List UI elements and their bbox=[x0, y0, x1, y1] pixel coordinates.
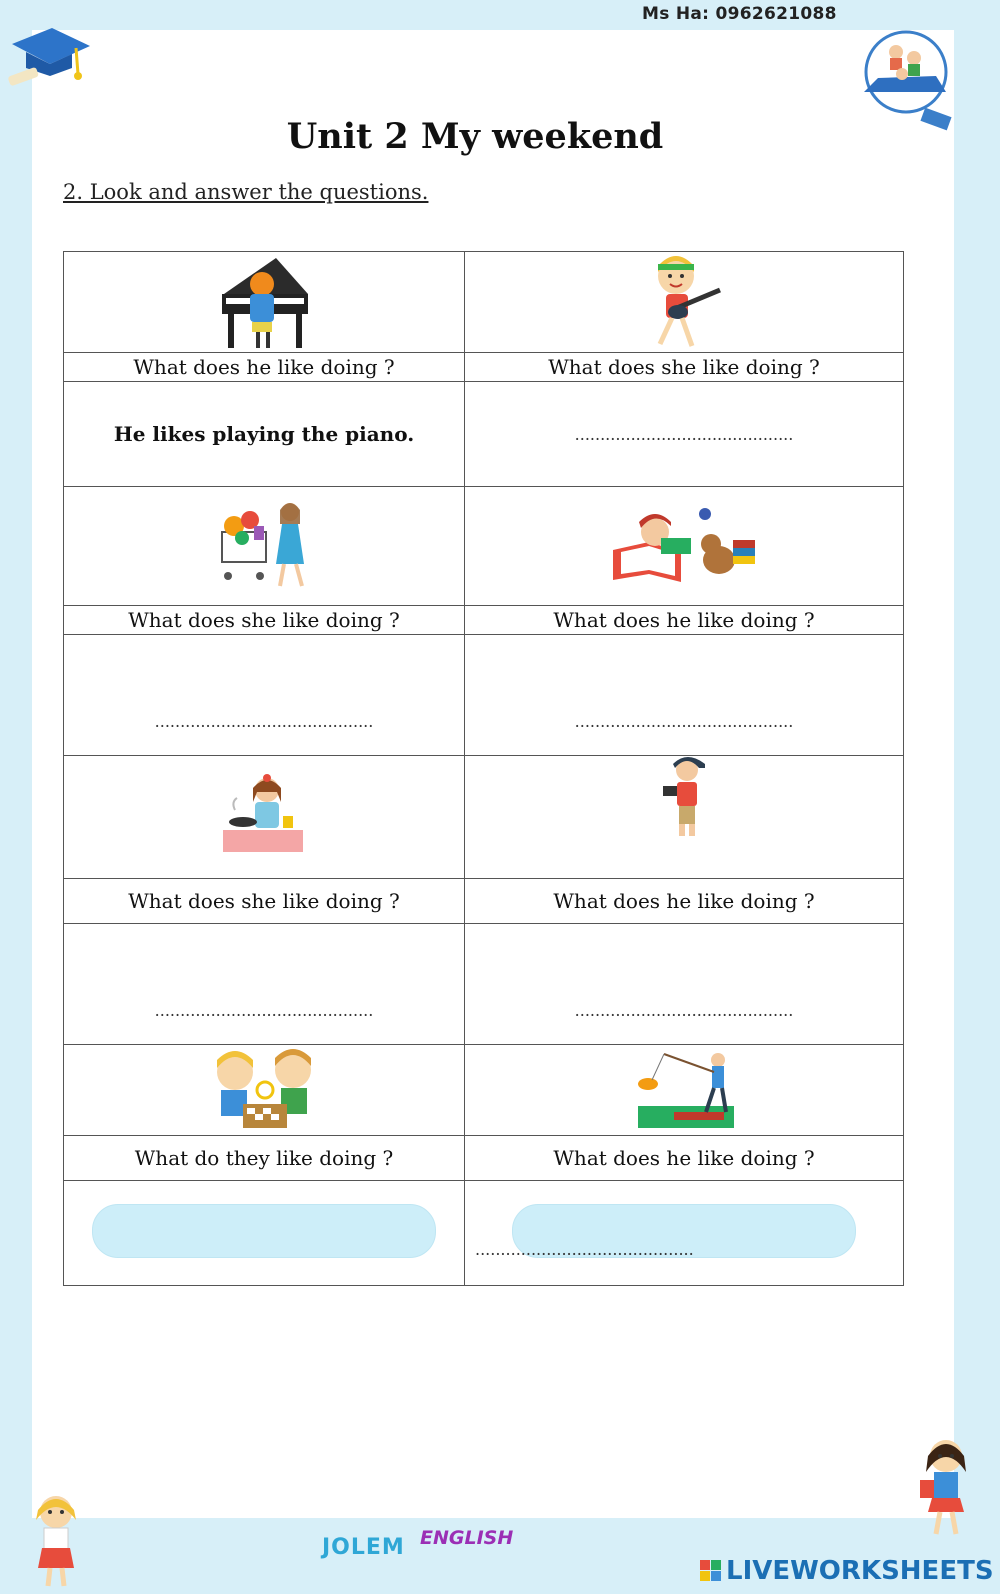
piano-boy-icon bbox=[216, 254, 312, 350]
answer-row bbox=[64, 635, 904, 756]
question-row bbox=[64, 606, 904, 635]
schoolgirl-icon bbox=[26, 1490, 86, 1590]
guitar-girl-icon bbox=[636, 252, 732, 352]
question-text: What does she like doing ? bbox=[64, 879, 465, 924]
reading-boy-icon bbox=[609, 504, 759, 588]
answer-field[interactable]: ........................................... bbox=[465, 635, 904, 756]
image-cell bbox=[64, 756, 465, 879]
instruction-text: 2. Look and answer the questions. bbox=[63, 180, 429, 204]
student-girl-icon bbox=[912, 1436, 982, 1540]
answer-cell bbox=[465, 1181, 904, 1286]
answer-text: He likes playing the piano. bbox=[64, 382, 465, 487]
image-cell bbox=[465, 756, 904, 879]
page-title: Unit 2 My weekend bbox=[286, 116, 664, 157]
answer-field[interactable]: ........................................... bbox=[64, 635, 465, 756]
question-text: What does she like doing ? bbox=[64, 606, 465, 635]
answer-cell bbox=[64, 1181, 465, 1286]
filming-boy-icon bbox=[659, 756, 709, 840]
image-row bbox=[64, 252, 904, 353]
answer-field[interactable]: ........................................... bbox=[64, 924, 465, 1045]
answer-input-pill[interactable] bbox=[92, 1204, 436, 1258]
worksheet-table bbox=[63, 251, 904, 1286]
image-cell bbox=[465, 252, 904, 353]
question-row bbox=[64, 353, 904, 382]
question-text: What does he like doing ? bbox=[465, 606, 904, 635]
question-text: What does he like doing ? bbox=[465, 879, 904, 924]
footer-brand: JOLEM bbox=[322, 1535, 405, 1560]
image-cell bbox=[465, 1045, 904, 1136]
question-row bbox=[64, 1136, 904, 1181]
chess-kids-icon bbox=[209, 1046, 319, 1134]
image-row bbox=[64, 756, 904, 879]
image-cell bbox=[64, 1045, 465, 1136]
image-cell bbox=[465, 487, 904, 606]
question-text: What does she like doing ? bbox=[465, 353, 904, 382]
question-text: What does he like doing ? bbox=[64, 353, 465, 382]
question-row bbox=[64, 879, 904, 924]
answer-row bbox=[64, 382, 904, 487]
liveworksheets-logo-icon bbox=[700, 1560, 722, 1582]
answer-row bbox=[64, 924, 904, 1045]
teacher-contact: Ms Ha: 0962621088 bbox=[642, 4, 837, 24]
liveworksheets-site[interactable]: LIVEWORKSHEETS bbox=[726, 1556, 994, 1586]
graduation-cap-icon bbox=[6, 26, 92, 88]
image-cell bbox=[64, 487, 465, 606]
cooking-girl-icon bbox=[219, 772, 309, 862]
shopping-girl-icon bbox=[214, 498, 314, 594]
answer-dots: ........................................... bbox=[475, 1240, 694, 1259]
answer-field[interactable]: ........................................... bbox=[465, 924, 904, 1045]
image-cell bbox=[64, 252, 465, 353]
footer-brand-english: ENGLISH bbox=[420, 1527, 514, 1549]
fishing-man-icon bbox=[634, 1050, 734, 1130]
question-text: What does he like doing ? bbox=[465, 1136, 904, 1181]
image-row bbox=[64, 487, 904, 606]
answer-field[interactable]: ........................................... bbox=[465, 382, 904, 487]
image-row bbox=[64, 1045, 904, 1136]
answer-row bbox=[64, 1181, 904, 1286]
question-text: What do they like doing ? bbox=[64, 1136, 465, 1181]
